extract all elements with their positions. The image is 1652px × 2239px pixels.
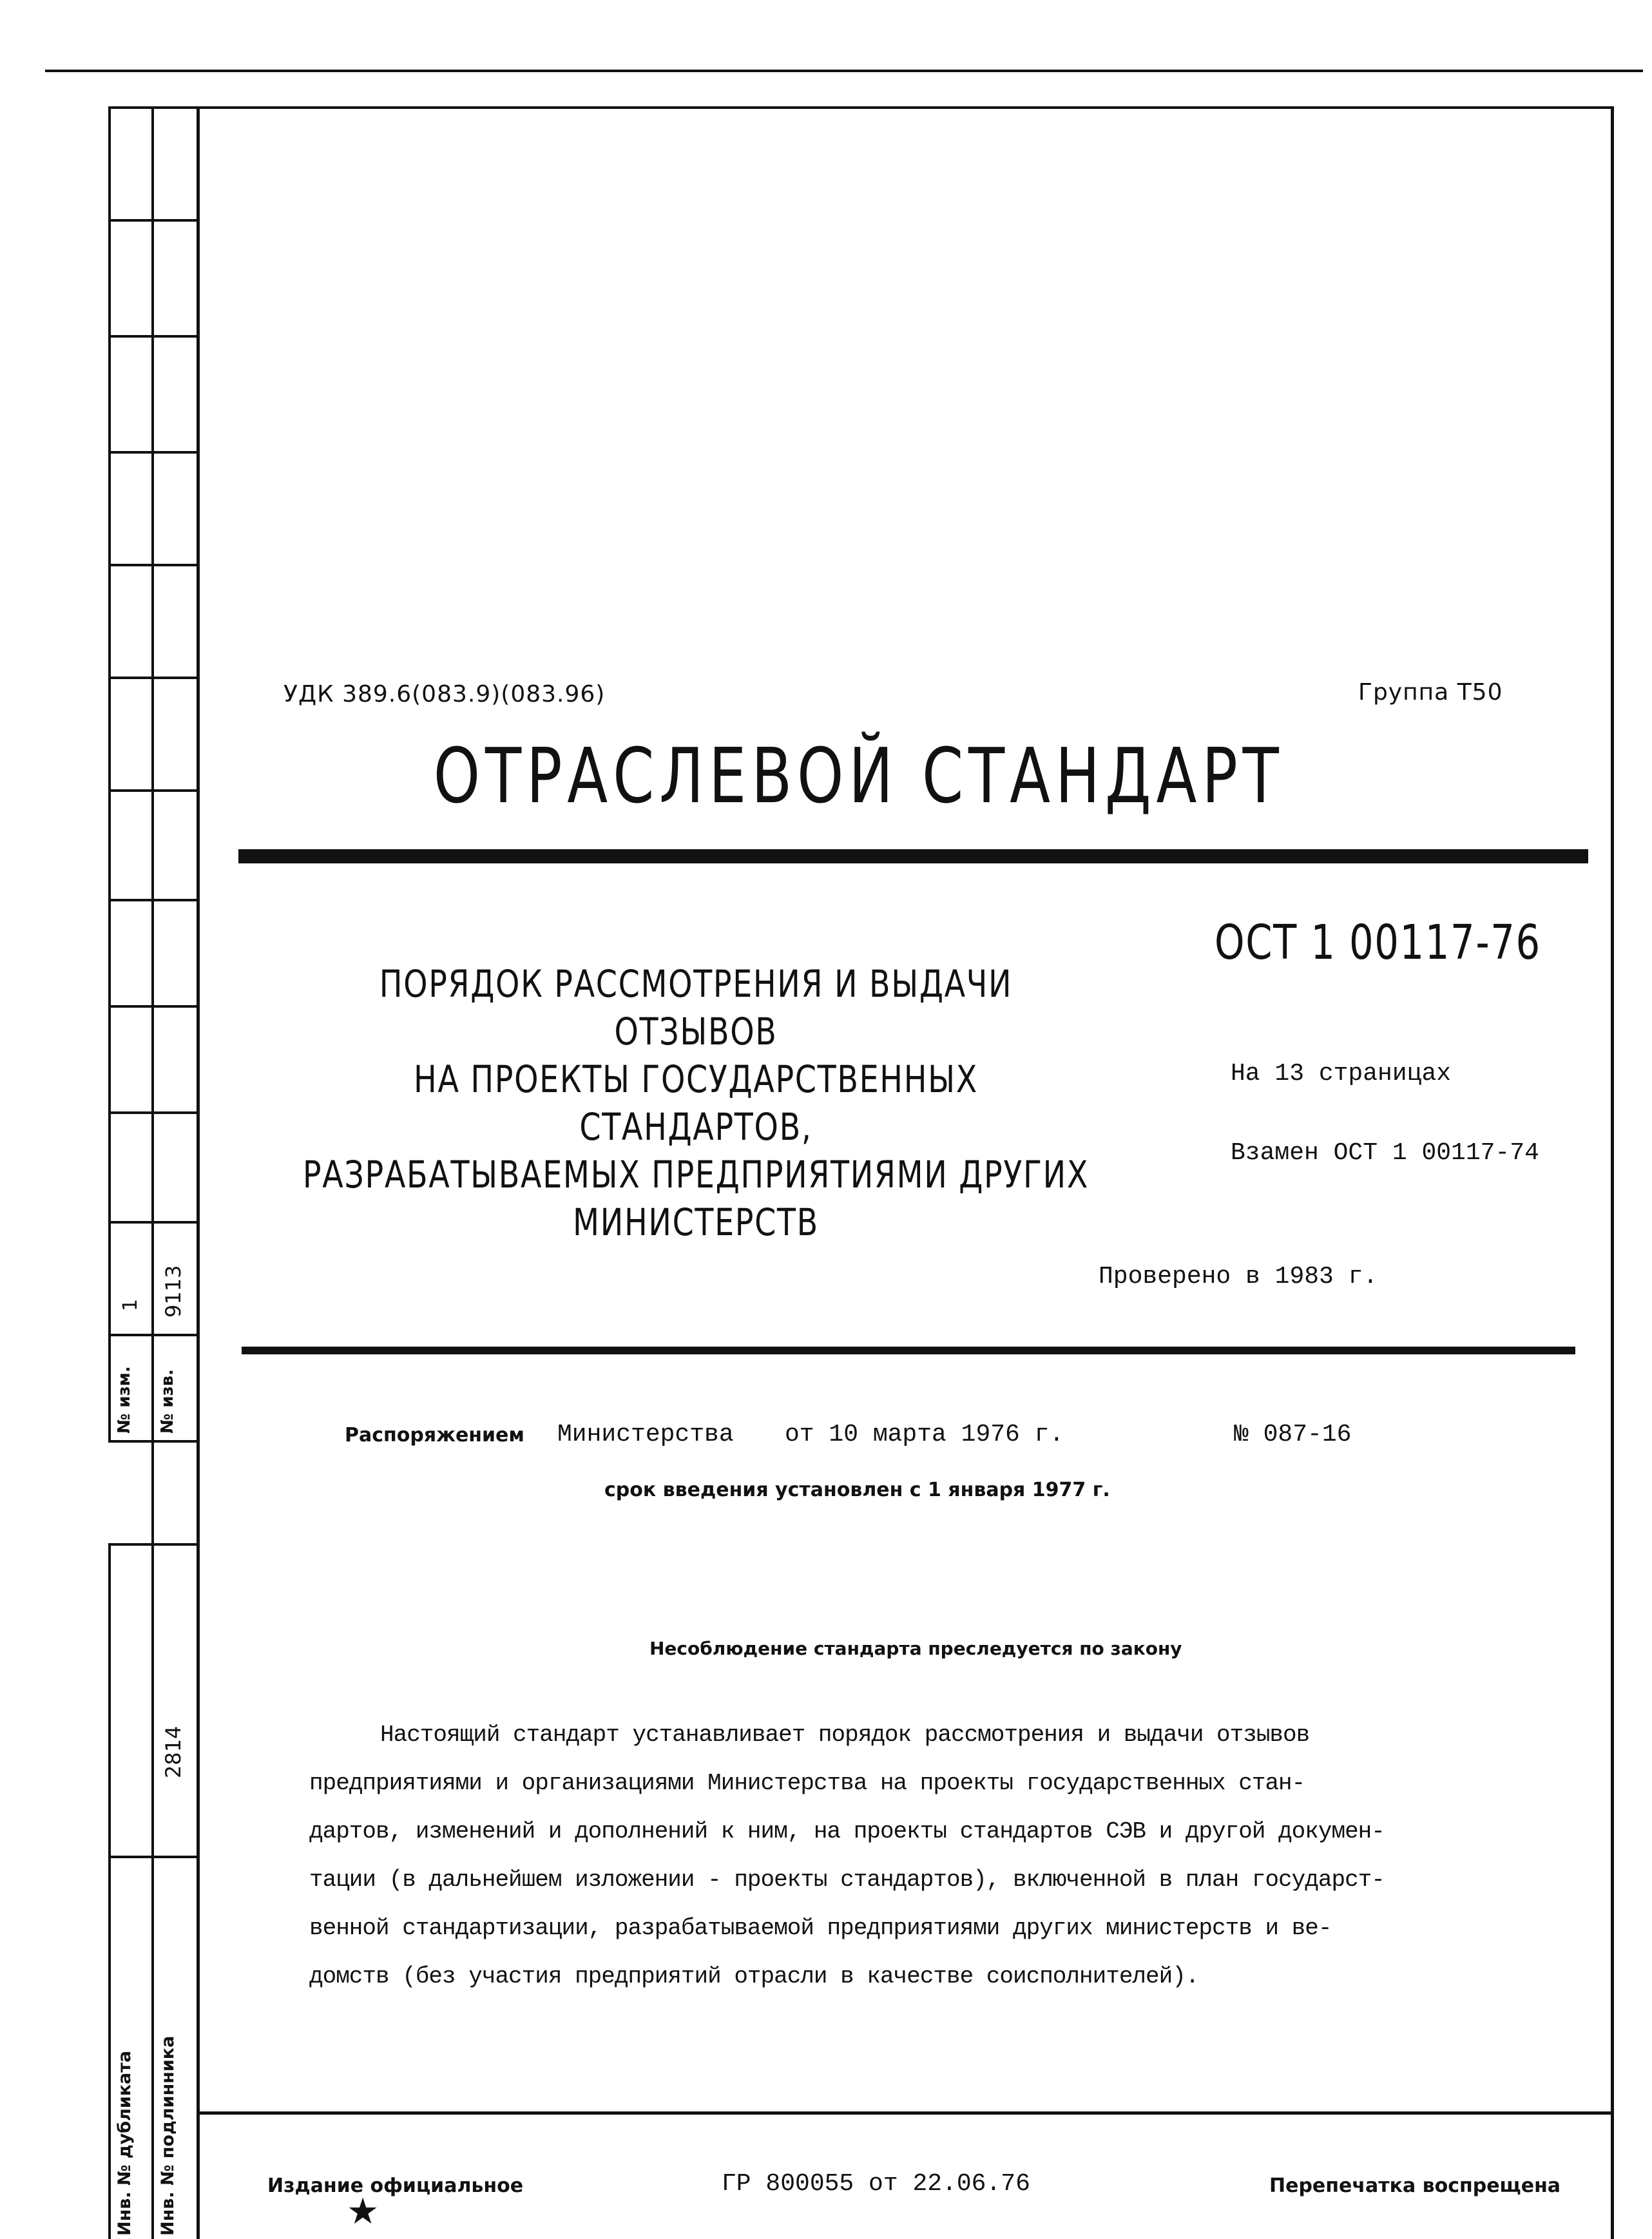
stamp-row-line: [108, 564, 198, 566]
body-line: предприятиями и организациями Министерства на проекты государственных стан-: [309, 1770, 1305, 1796]
standard-subject: [300, 960, 1092, 1246]
order-ministry: Министерства: [557, 1421, 734, 1448]
page-count: На 13 страницах: [1231, 1060, 1452, 1088]
stamp-row-line: [108, 1440, 198, 1443]
body-line: Настоящий стандарт устанавливает порядок рассмотрения и выдачи отзывов: [380, 1722, 1310, 1748]
subject-line: НА ПРОЕКТЫ ГОСУДАРСТВЕННЫХ СТАНДАРТОВ,: [414, 1057, 978, 1149]
checked-year: Проверено в 1983 г.: [1099, 1263, 1378, 1291]
stamp-col-mid: [151, 106, 154, 2239]
page-frame-top: [197, 106, 1614, 109]
reprint-note: Перепечатка воспрещена: [1269, 2175, 1561, 2197]
group-code: Группа Т50: [1358, 679, 1503, 706]
body-paragraph: [309, 1711, 1598, 2001]
stamp-row-line: [108, 1111, 198, 1114]
page-frame-left: [197, 106, 200, 2239]
stamp-col-left: [108, 106, 111, 815]
order-label: Распоряжением: [345, 1424, 524, 1446]
stamp-row-line: [108, 1856, 198, 1858]
stamp-col-left-2: [108, 789, 111, 1440]
stamp-inv-original-value: 2814: [161, 1725, 186, 1778]
stamp-row-line: [108, 1334, 198, 1336]
effective-date: срок введения установлен с 1 января 1977 г.: [604, 1479, 1110, 1501]
stamp-row-line: [108, 1005, 198, 1008]
title-rule: [238, 849, 1588, 863]
top-border: [45, 70, 1643, 72]
registration-number: ГР 800055 от 22.06.76: [722, 2170, 1030, 2198]
udk-code: УДК 389.6(083.9)(083.96): [283, 681, 606, 707]
replaces-standard: Взамен ОСТ 1 00117-74: [1231, 1139, 1539, 1167]
body-line: тации (в дальнейшем изложении - проекты стандартов), включенной в план государст-: [309, 1867, 1385, 1893]
standard-code: ОСТ 1 00117-76: [1215, 915, 1541, 970]
footer-rule: [197, 2111, 1614, 2115]
stamp-row-line: [108, 1543, 198, 1546]
stamp-change-no-label: № изм.: [115, 1366, 134, 1434]
stamp-row-line: [108, 677, 198, 679]
stamp-col-left-3: [108, 1543, 111, 2239]
stamp-notice-no-label: № изв.: [158, 1369, 177, 1434]
page-frame-right: [1611, 106, 1614, 2239]
stamp-row-line: [108, 899, 198, 901]
star-icon: ★: [347, 2191, 379, 2233]
body-line: дартов, изменений и дополнений к ним, на проекты стандартов СЭВ и другой докумен-: [309, 1818, 1385, 1845]
legal-warning: Несоблюдение стандарта преследуется по закону: [649, 1638, 1182, 1659]
order-number: № 087-16: [1234, 1421, 1352, 1448]
subject-line: ПОРЯДОК РАССМОТРЕНИЯ И ВЫДАЧИ ОТЗЫВОВ: [379, 962, 1013, 1053]
order-date: от 10 марта 1976 г.: [785, 1421, 1064, 1448]
stamp-dup-label: Инв. № дубликата: [115, 2050, 135, 2236]
section-rule: [242, 1347, 1575, 1354]
body-line: венной стандартизации, разрабатываемой предприятиями других министерств и ве-: [309, 1915, 1332, 1941]
subject-line: МИНИСТЕРСТВ: [573, 1200, 819, 1244]
edition-note: Издание официальное: [267, 2175, 524, 2197]
stamp-row-line: [108, 335, 198, 338]
stamp-row-line: [108, 1221, 198, 1224]
stamp-orig-label: Инв. № подлинника: [158, 2035, 178, 2236]
stamp-row-line: [108, 451, 198, 454]
stamp-notice-no-value: 9113: [161, 1265, 186, 1318]
subject-line: РАЗРАБАТЫВАЕМЫХ ПРЕДПРИЯТИЯМИ ДРУГИХ: [302, 1153, 1090, 1196]
body-line: домств (без участия предприятий отрасли в качестве соисполнителей).: [309, 1963, 1199, 1990]
stamp-row-line: [108, 219, 198, 222]
stamp-change-no-value: 1: [119, 1298, 142, 1311]
stamp-top-edge: [108, 106, 198, 109]
page-title: ОТРАСЛЕВОЙ СТАНДАРТ: [433, 731, 1284, 820]
